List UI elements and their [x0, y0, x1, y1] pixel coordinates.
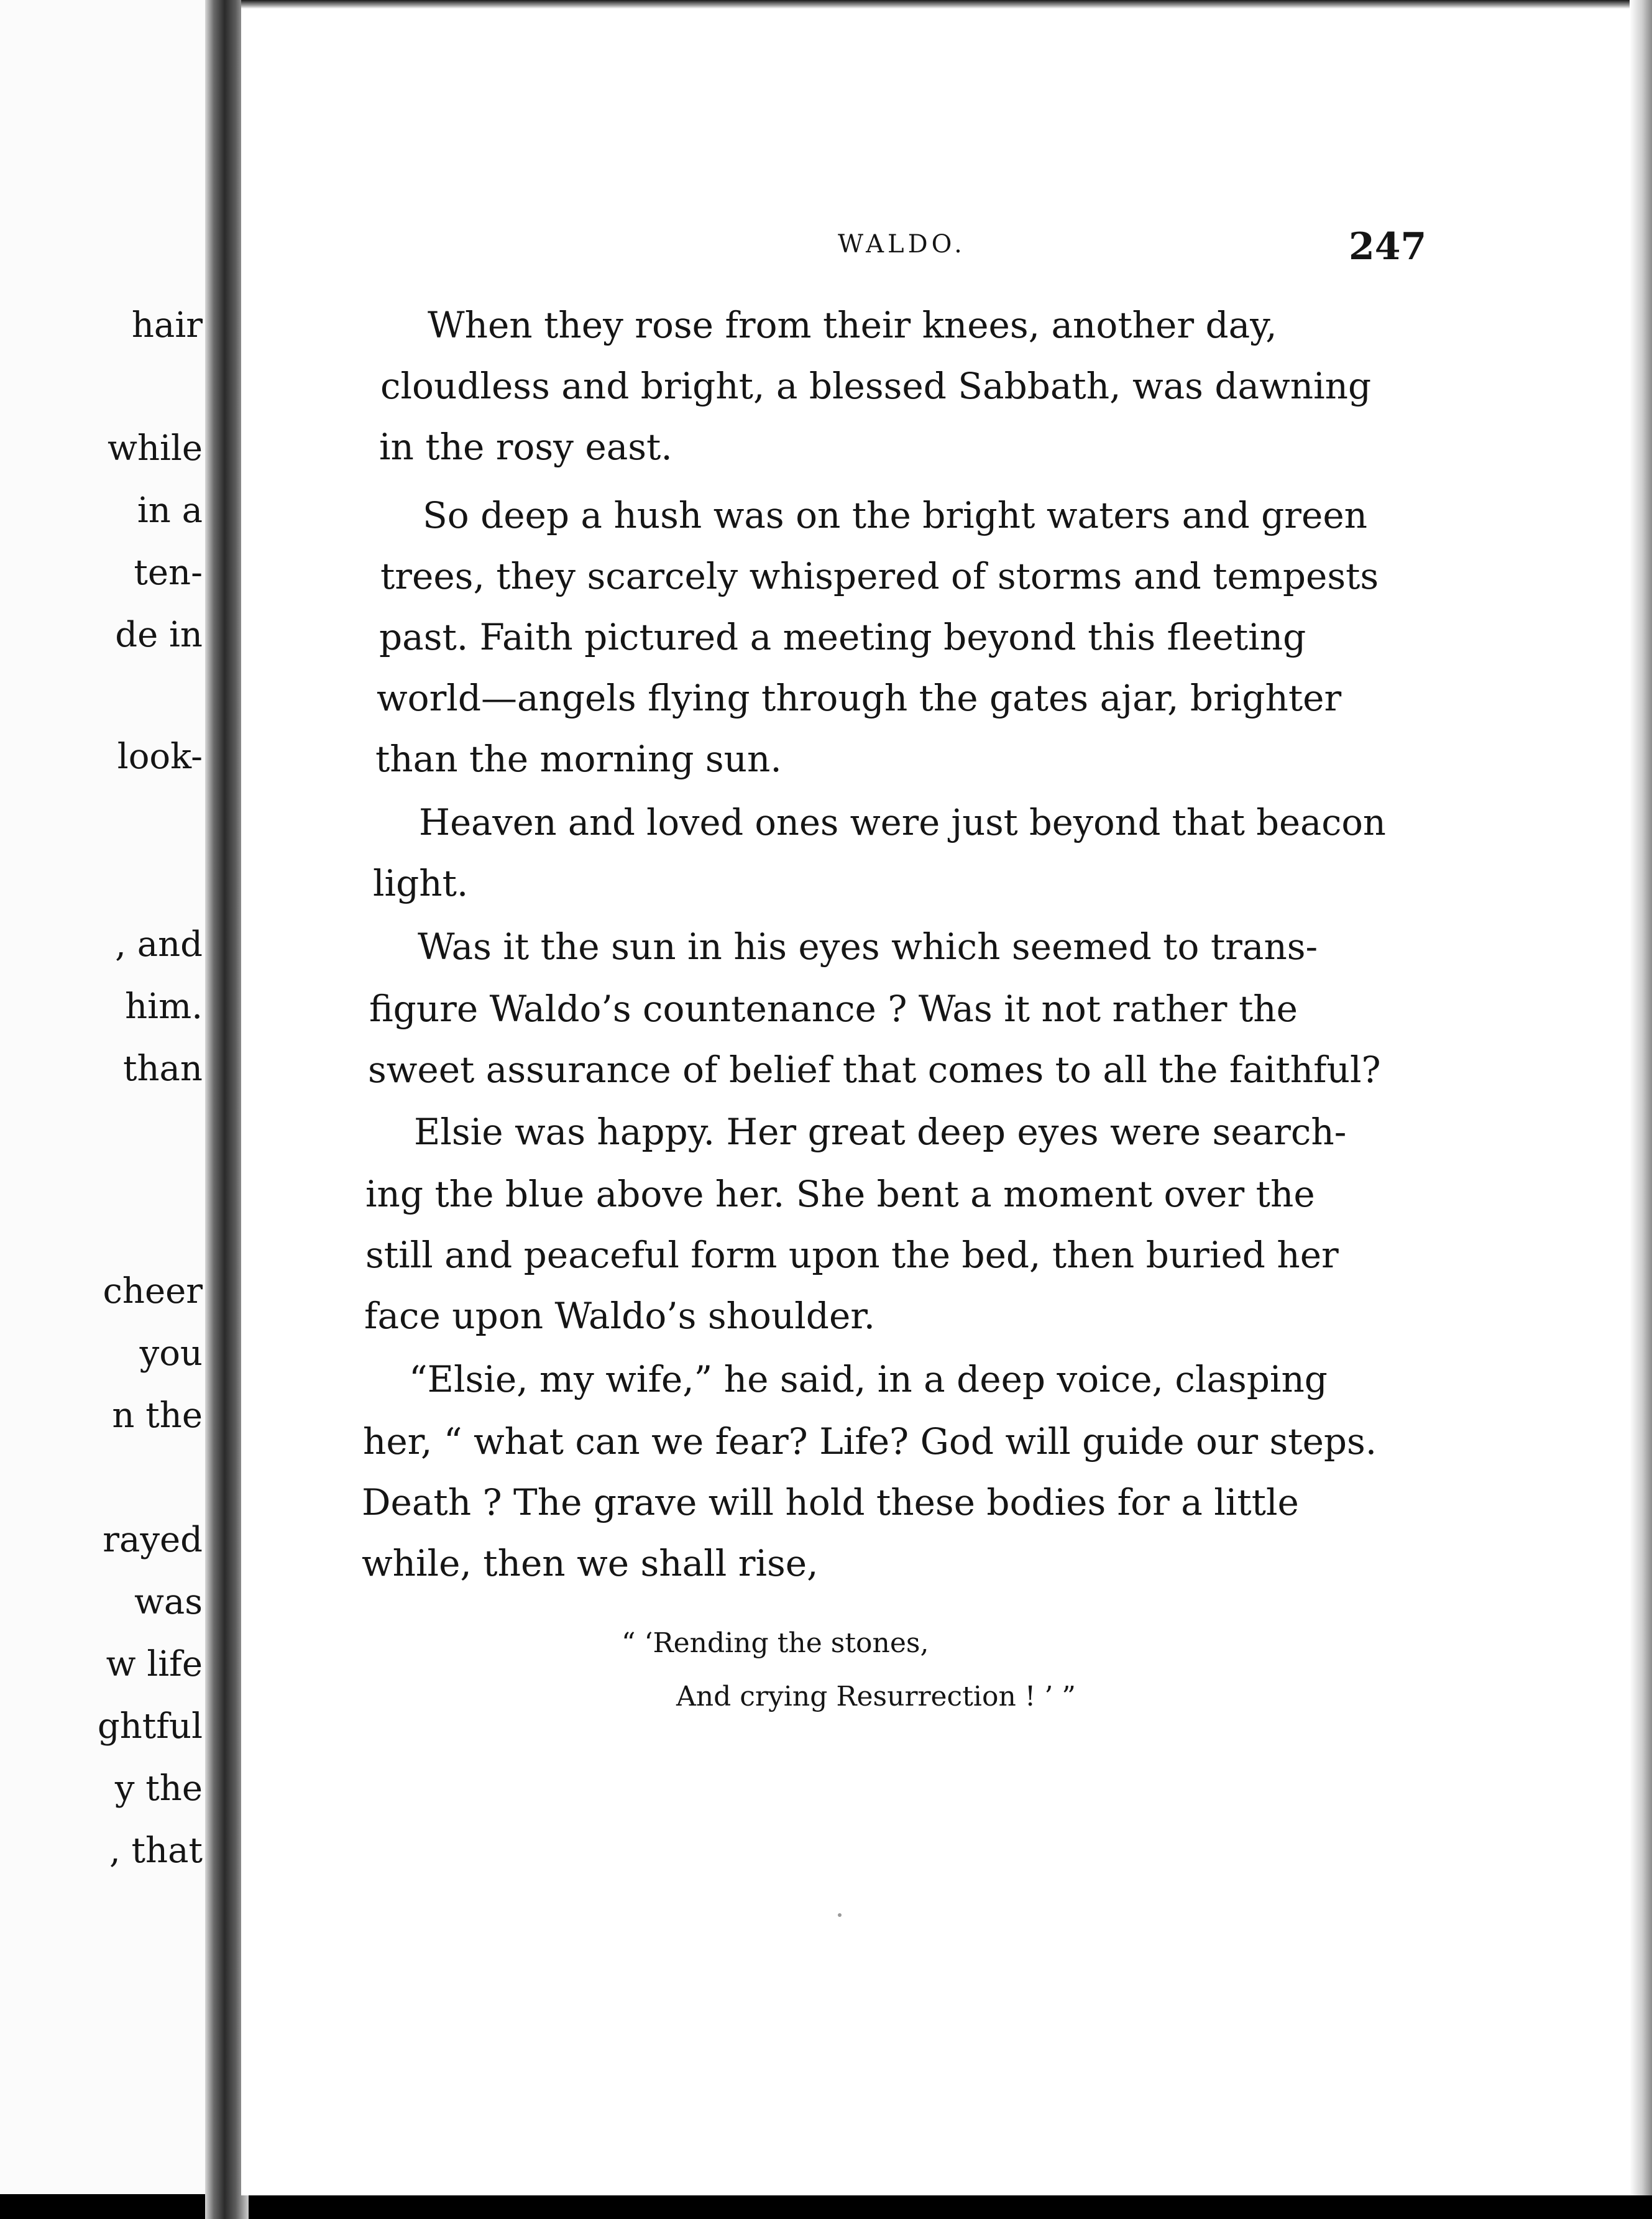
left-line-fragment: was [134, 1582, 203, 1622]
left-line-fragment: , and [115, 924, 203, 965]
text-line: When they rose from their knees, another day, [428, 304, 1277, 346]
text-line: than the morning sun. [375, 738, 782, 780]
running-head: WALDO. [838, 230, 966, 259]
left-line-fragment: , that [109, 1831, 203, 1871]
text-line: Death ? The grave will hold these bodies for a little [362, 1481, 1299, 1523]
left-line-fragment: ten- [134, 553, 203, 593]
text-line: cloudless and bright, a blessed Sabbath, was dawning [380, 365, 1372, 407]
right-page [241, 0, 1652, 2195]
left-line-fragment: him. [125, 986, 203, 1027]
text-line: Heaven and loved ones were just beyond that beacon [419, 801, 1386, 843]
text-line: “Elsie, my wife,” he said, in a deep voice, clasping [409, 1358, 1328, 1400]
left-line-fragment: rayed [103, 1520, 203, 1560]
text-line: while, then we shall rise, [362, 1542, 819, 1584]
text-line: figure Waldo’s countenance ? Was it not rather the [369, 988, 1298, 1030]
left-line-fragment: hair [131, 305, 203, 346]
left-line-fragment: than [122, 1049, 203, 1089]
left-line-fragment: y the [114, 1768, 203, 1809]
page-right-edge [1630, 0, 1652, 2195]
left-line-fragment: w life [106, 1644, 203, 1684]
left-line-fragment: in a [137, 490, 203, 531]
text-line: face upon Waldo’s shoulder. [364, 1295, 876, 1337]
text-line: ing the blue above her. She bent a moment over the [365, 1173, 1315, 1215]
text-line: past. Faith pictured a meeting beyond this fleeting [379, 616, 1306, 658]
left-line-fragment: n the [112, 1395, 203, 1436]
left-line-fragment: while [108, 428, 203, 469]
text-line: sweet assurance of belief that comes to all the faithful? [368, 1049, 1381, 1091]
text-line: Was it the sun in his eyes which seemed to trans- [418, 926, 1318, 968]
text-line: light. [373, 862, 469, 904]
text-line: in the rosy east. [379, 426, 672, 468]
left-line-fragment: look- [117, 737, 203, 777]
page-number: 247 [1349, 225, 1427, 269]
left-line-fragment: ghtful [97, 1706, 203, 1747]
text-line: world—angels flying through the gates ajar, brighter [377, 677, 1342, 719]
verse-line: And crying Resurrection ! ’ ” [676, 1681, 1076, 1712]
left-line-fragment: you [139, 1333, 203, 1374]
verse-line: “ ‘Rending the stones, [622, 1627, 929, 1659]
text-line: still and peaceful form upon the bed, then buried her [365, 1234, 1339, 1276]
left-line-fragment: cheer [103, 1271, 203, 1312]
left-page [0, 0, 216, 2194]
left-line-fragment: de in [115, 615, 203, 655]
paper-speck [838, 1913, 842, 1917]
text-line: So deep a hush was on the bright waters and green [423, 494, 1368, 536]
page-top-edge [241, 0, 1652, 9]
text-line: her, “ what can we fear? Life? God will guide our steps. [363, 1420, 1377, 1463]
text-line: Elsie was happy. Her great deep eyes were search- [414, 1111, 1347, 1153]
text-line: trees, they scarcely whispered of storms and tempests [380, 555, 1379, 597]
